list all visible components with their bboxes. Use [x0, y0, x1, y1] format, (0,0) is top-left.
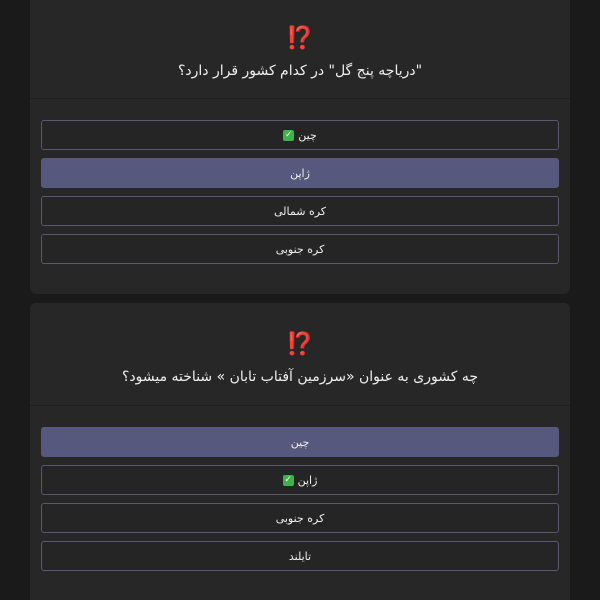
- option-label: کره جنوبی: [275, 242, 325, 256]
- option-label: تایلند: [288, 549, 312, 563]
- answer-options: [41, 427, 559, 579]
- option-label: کره شمالی: [274, 204, 327, 218]
- check-mark-icon: ✓: [284, 129, 293, 140]
- answer-option-selected[interactable]: [41, 158, 559, 188]
- option-label: کره جنوبی: [275, 511, 325, 525]
- option-label: چین: [298, 128, 317, 142]
- answer-option[interactable]: [41, 196, 559, 226]
- option-label: ژاپن: [297, 473, 318, 487]
- answer-option[interactable]: [41, 465, 559, 495]
- answer-option[interactable]: [41, 541, 559, 571]
- exclamation-question-icon: ⁉️: [286, 26, 314, 51]
- question-text: چه کشوری به عنوان «سرزمین آفتاب تابان » شناخته میشود؟: [121, 369, 478, 385]
- question-card: [30, 0, 570, 294]
- question-header: [30, 0, 570, 99]
- question-text: "دریاچه پنج گل" در کدام کشور قرار دارد؟: [177, 63, 423, 79]
- answer-option[interactable]: [41, 234, 559, 264]
- question-header: [30, 303, 570, 406]
- option-label: چین: [290, 435, 310, 449]
- answer-options: [41, 120, 559, 272]
- answer-option-selected[interactable]: [41, 427, 559, 457]
- check-mark-icon: ✓: [284, 474, 292, 485]
- question-card: [30, 303, 570, 600]
- exclamation-question-icon: ⁉️: [286, 332, 314, 357]
- answer-option[interactable]: [41, 120, 559, 150]
- answer-option[interactable]: [41, 503, 559, 533]
- option-label: ژاپن: [290, 166, 310, 180]
